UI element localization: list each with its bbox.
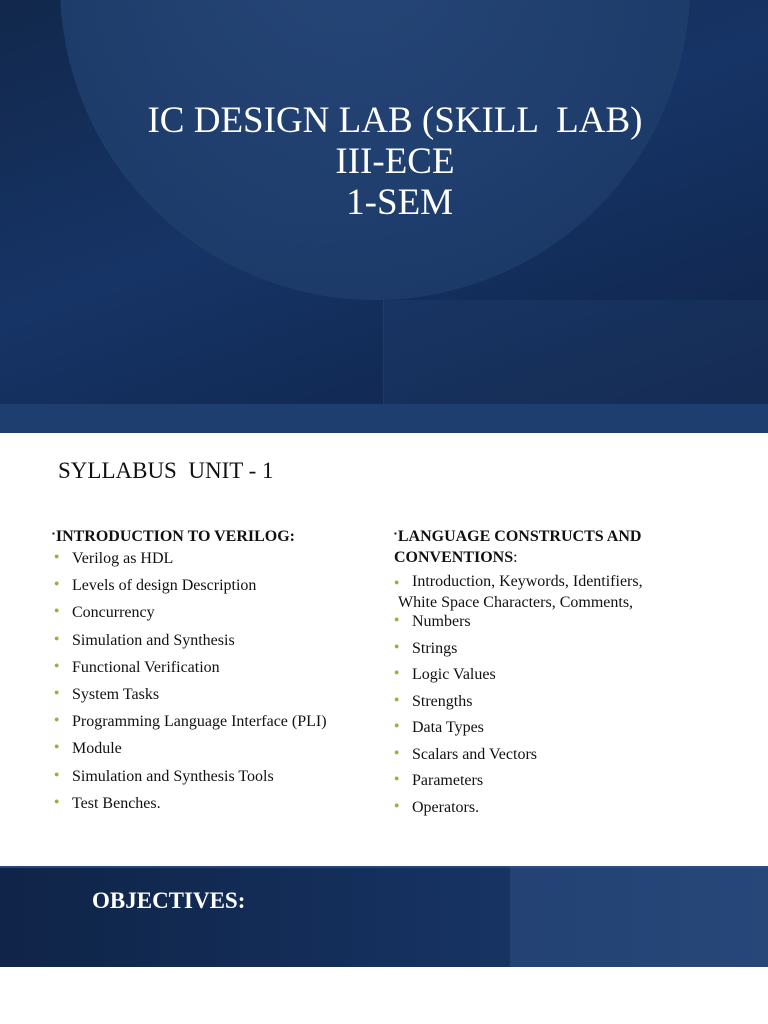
bullet-icon: ● [394,720,400,730]
list-item: ● Test Benches. [54,794,161,812]
bullet-icon: ● [54,768,60,779]
heading-bullet-icon: ▪ [52,529,55,538]
list-item: ● Module [54,740,122,758]
decorative-panel [510,866,768,967]
heading-bullet-icon: ▪ [394,529,397,538]
list-item: ● Data Types [394,719,484,736]
title-line-2: III-ECE [335,141,455,182]
list-item: ● Operators. [394,798,480,816]
bullet-icon: ● [54,686,60,697]
list-item: ● Programming Language Interface (PLI) [54,713,327,731]
bullet-icon: ● [54,795,60,806]
title-line-1: IC DESIGN LAB (SKILL LAB) [147,100,643,141]
slide-title [0,100,768,223]
bullet-icon: ● [394,693,400,704]
list-item: ● Numbers [394,613,471,630]
syllabus-slide [0,433,768,866]
decorative-panel [384,300,768,404]
title-slide [0,0,768,433]
list-item: ● Parameters [394,772,484,789]
bullet-icon: ● [54,551,60,561]
bullet-icon: ● [394,614,400,624]
list-item: ● Logic Values [394,666,496,683]
objectives-title: OBJECTIVES: [92,888,246,913]
list-item: ● Concurrency [54,604,155,622]
bullet-icon: ● [54,714,60,725]
bullet-icon: ● [394,799,400,810]
list-item: ● Strings [394,639,458,657]
syllabus-title: SYLLABUS UNIT - 1 [58,458,274,483]
bullet-icon: ● [54,578,60,589]
bullet-icon: ● [394,773,400,783]
list-item: ● System Tasks [54,685,160,703]
right-column-heading: ▪LANGUAGE CONSTRUCTS AND CONVENTIONS: [394,528,642,566]
list-item: ● Levels of design Description [54,577,257,595]
list-item: ● Scalars and Vectors [394,745,537,763]
list-item: ● Simulation and Synthesis Tools [54,767,274,785]
list-item: ● Functional Verification [54,658,220,676]
left-heading-text: INTRODUCTION TO VERILOG: [55,528,296,545]
bullet-icon: ● [394,640,400,651]
bullet-icon: ● [394,746,400,757]
left-topic-list [52,550,327,822]
list-item: ● Strengths [394,692,473,710]
list-item: ● Verilog as HDL [54,550,174,567]
objectives-slide [0,866,768,967]
bullet-icon: ● [394,667,400,677]
bullet-icon: ● [54,659,60,670]
right-topic-list [392,613,537,825]
decorative-band [0,404,768,433]
bullet-icon: ● [54,632,60,643]
bullet-icon: ● [54,605,60,616]
right-intro-item: ● Introduction, Keywords, Identifiers, White Space Characters, Comments, [394,573,643,611]
title-line-3: 1-SEM [336,182,454,223]
list-item: ● Simulation and Synthesis [54,631,235,649]
bullet-icon: ● [394,577,400,587]
bullet-icon: ● [54,741,60,752]
left-column-heading [52,523,295,547]
